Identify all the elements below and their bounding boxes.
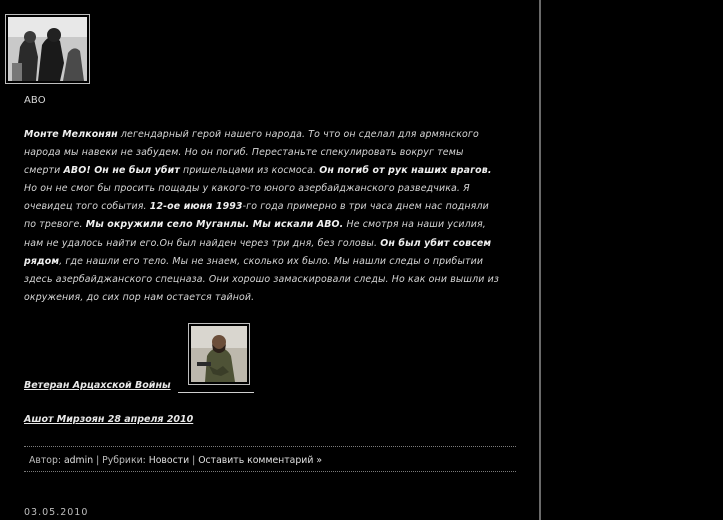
post-body-text: пришельцами из космоса. <box>179 165 320 177</box>
next-post-date: 03.05.2010 <box>24 507 89 518</box>
leave-comment-link[interactable]: Оставить комментарий » <box>198 455 323 466</box>
post-body-line <box>24 126 520 144</box>
meta-divider-bottom <box>24 471 516 472</box>
post-body-bold-text: Он был убит совсем <box>380 237 492 249</box>
post-thumbnail[interactable] <box>5 14 90 84</box>
post-body-text: Но он не смог бы просить пощады у какого-то юного азербайджанского разведчика. Я <box>24 183 470 195</box>
soldier-photo-image <box>191 326 247 382</box>
post-body-bold-text: 12-ое июня 1993 <box>149 201 243 213</box>
post-body-text: легендарный герой нашего народа. То что он сделал для армянского <box>117 129 479 140</box>
post-body-text: здесь азербайджанского спецназа. Они хорошо замаскировали следы. Но как они вышли из <box>24 273 500 285</box>
author-signature[interactable]: Ашот Мирзоян 28 апреля 2010 <box>24 414 194 425</box>
post-body-bold-text: АВО! Он не был убит <box>63 165 180 177</box>
post-body-text: очевидец того события. <box>24 201 150 213</box>
post-body-line <box>24 180 520 198</box>
author-link[interactable]: admin <box>63 455 94 466</box>
post-body-line <box>24 253 520 271</box>
post-body-line <box>24 216 520 234</box>
post-body-bold-text: Мы окружили село Муганлы. Мы искали АВО. <box>85 219 344 231</box>
post-body-line <box>24 162 520 180</box>
soldier-photo[interactable] <box>188 323 250 385</box>
post-body-line <box>24 198 520 216</box>
meta-divider-top <box>24 446 516 447</box>
post-body-text: Не смотря на наши усилия, <box>343 219 486 231</box>
author-label: Автор: <box>29 455 61 466</box>
post-thumbnail-image <box>8 17 87 81</box>
meta-separator: | <box>96 455 100 466</box>
post-body-text: по тревоге. <box>24 219 86 231</box>
post-body-line <box>24 289 520 307</box>
post-meta <box>29 455 322 466</box>
meta-separator: | <box>192 455 196 466</box>
post-body-text: смерти <box>24 165 64 177</box>
post-title[interactable]: АВО <box>24 95 46 106</box>
post-body <box>24 126 520 307</box>
sidebar <box>541 0 723 520</box>
post-body-text: окружения, до сих пор нам остается тайной. <box>24 291 255 303</box>
post-body-bold-text: Монте Мелконян <box>24 129 118 140</box>
post-body-text: , где нашли его тело. Мы не знаем, сколько их было. Мы нашли следы о прибытии <box>59 255 484 267</box>
veteran-underline <box>178 392 254 393</box>
post-body-text: народа мы навеки не забудем. Но он погиб. Перестаньте спекулировать вокруг темы <box>24 147 464 159</box>
post-body-line <box>24 271 520 289</box>
post-body-text: -го года примерно в три часа днем нас подняли <box>242 201 489 213</box>
veteran-caption[interactable]: Ветеран Арцахской Войны <box>24 380 171 391</box>
post-body-line <box>24 144 520 162</box>
rubrics-label: Рубрики: <box>102 455 146 466</box>
category-link[interactable]: Новости <box>148 455 190 466</box>
post-body-text: нам не удалось найти его.Он был найден через три дня, без головы. <box>24 237 381 249</box>
post-body-bold-text: Он погиб от рук наших врагов. <box>319 165 492 177</box>
post-body-line <box>24 235 520 253</box>
post-body-bold-text: рядом <box>24 255 60 267</box>
